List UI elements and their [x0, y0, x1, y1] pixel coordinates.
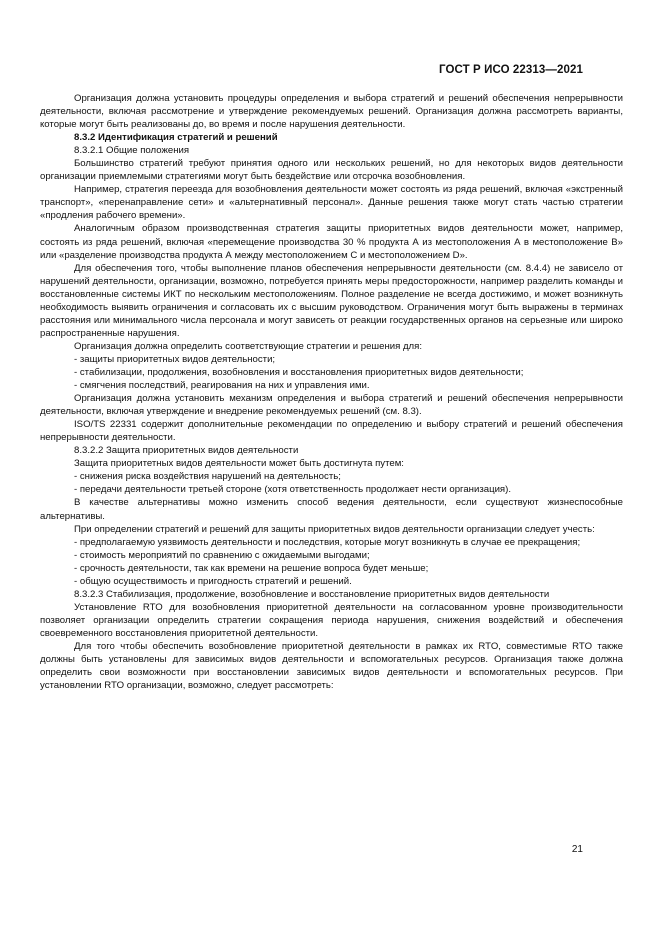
paragraph: При определении стратегий и решений для защиты приоритетных видов деятельности организации следует учесть:: [74, 523, 595, 535]
paragraph: Организация должна установить процедуры определения и выбора стратегий и решений обеспечения непрерывности деятельности, включая рассмотрение и утверждение рекомендуемых решений. Организация должна рассмотреть варианты, которые могут быть реализованы до, во время и после нарушения деятельности.: [40, 93, 623, 131]
paragraph: Организация должна определить соответствующие стратегии и решения для:: [74, 340, 423, 352]
paragraph: Для обеспечения того, чтобы выполнение планов обеспечения непрерывности деятельности (см. 8.4.4) не зависело от нарушений деятельности, организации, возможно, потребуется принять меры предосторожности, например разделить команды и восстановленные системы ИКТ по нескольким местоположениям. Полное разделение не всегда достижимо, и может возникнуть необходимость выявить ограничения и согласовать их с высшим руководством. Ограничения могут быть выражены в терминах расстояния или минимального числа персонала и могут зависеть от реакции государственных органов на серьезные или широко распространенные нарушения.: [40, 262, 623, 339]
paragraph: Организация должна установить механизм определения и выбора стратегий и решений обеспечения непрерывности деятельности, включая утверждение и внедрение рекомендуемых решений (см. 8.3).: [40, 393, 623, 418]
list-item: - передачи деятельности третьей стороне (хотя ответственность продолжает нести организация).: [74, 484, 511, 496]
paragraph: В качестве альтернативы можно изменить способ ведения деятельности, если существуют жизнеспособные альтернативы.: [40, 497, 623, 522]
subsection-heading: 8.3.2.2 Защита приоритетных видов деятельности: [74, 445, 299, 457]
paragraph: Для того чтобы обеспечить возобновление приоритетной деятельности в рамках их RTO, совместимые RTO также должны быть установлены для зависимых видов деятельности и вспомогательных ресурсов. Организация также должна определить свои возможности при восстановлении зависимых видов деятельности и вспомогательных ресурсов. При установлении RTO организации, возможно, следует рассмотреть:: [40, 640, 623, 692]
subsection-heading: 8.3.2.3 Стабилизация, продолжение, возобновление и восстановление приоритетных видов деятельности: [74, 588, 550, 600]
document-id: ГОСТ Р ИСО 22313—2021: [438, 64, 583, 76]
list-item: - смягчения последствий, реагирования на них и управления ими.: [74, 380, 370, 392]
list-item: - стабилизации, продолжения, возобновления и восстановления приоритетных видов деятельности;: [74, 366, 524, 378]
paragraph: ISO/TS 22331 содержит дополнительные рекомендации по определению и выбору стратегий и решений обеспечения непрерывности деятельности.: [40, 419, 623, 444]
document-body: [40, 92, 623, 692]
subsection-heading: 8.3.2.1 Общие положения: [74, 145, 190, 157]
page-number: 21: [571, 844, 583, 855]
paragraph: Например, стратегия переезда для возобновления деятельности может состоять из ряда решений, включая «экстренный транспорт», «перенаправление сети» и «альтернативный персонал». Данные решения также могут стать частью стратегии «продления рабочего времени».: [40, 184, 623, 222]
paragraph: Защита приоритетных видов деятельности может быть достигнута путем:: [74, 458, 404, 470]
paragraph: Аналогичным образом производственная стратегия защиты приоритетных видов деятельности может, например, состоять из ряда решений, включая «перемещение производства 30 % продукта А из местоположения А в местоположение В» или «разделение производства продукта А между местоположением С и местоположением D».: [40, 223, 623, 261]
section-heading: 8.3.2 Идентификация стратегий и решений: [74, 132, 278, 144]
list-item: - предполагаемую уязвимость деятельности и последствия, которые могут возникнуть в случае ее прекращения;: [74, 536, 581, 548]
paragraph: Большинство стратегий требуют принятия одного или нескольких решений, но для некоторых видов деятельности организации приемлемыми стратегиями могут быть бездействие или отсрочка возобновления.: [40, 158, 623, 183]
list-item: - общую осуществимость и пригодность стратегий и решений.: [74, 575, 352, 587]
list-item: - стоимость мероприятий по сравнению с ожидаемыми выгодами;: [74, 549, 370, 561]
list-item: - защиты приоритетных видов деятельности;: [74, 353, 276, 365]
paragraph: Установление RTO для возобновления приоритетной деятельности на согласованном уровне производительности позволяет организации определить стратегии сокращения периода нарушения, снижения воздействий и обеспечения своевременного восстановления приоритетной деятельности.: [40, 601, 623, 639]
list-item: - срочность деятельности, так как времени на решение вопроса будет меньше;: [74, 562, 429, 574]
list-item: - снижения риска воздействия нарушений на деятельность;: [74, 471, 341, 483]
